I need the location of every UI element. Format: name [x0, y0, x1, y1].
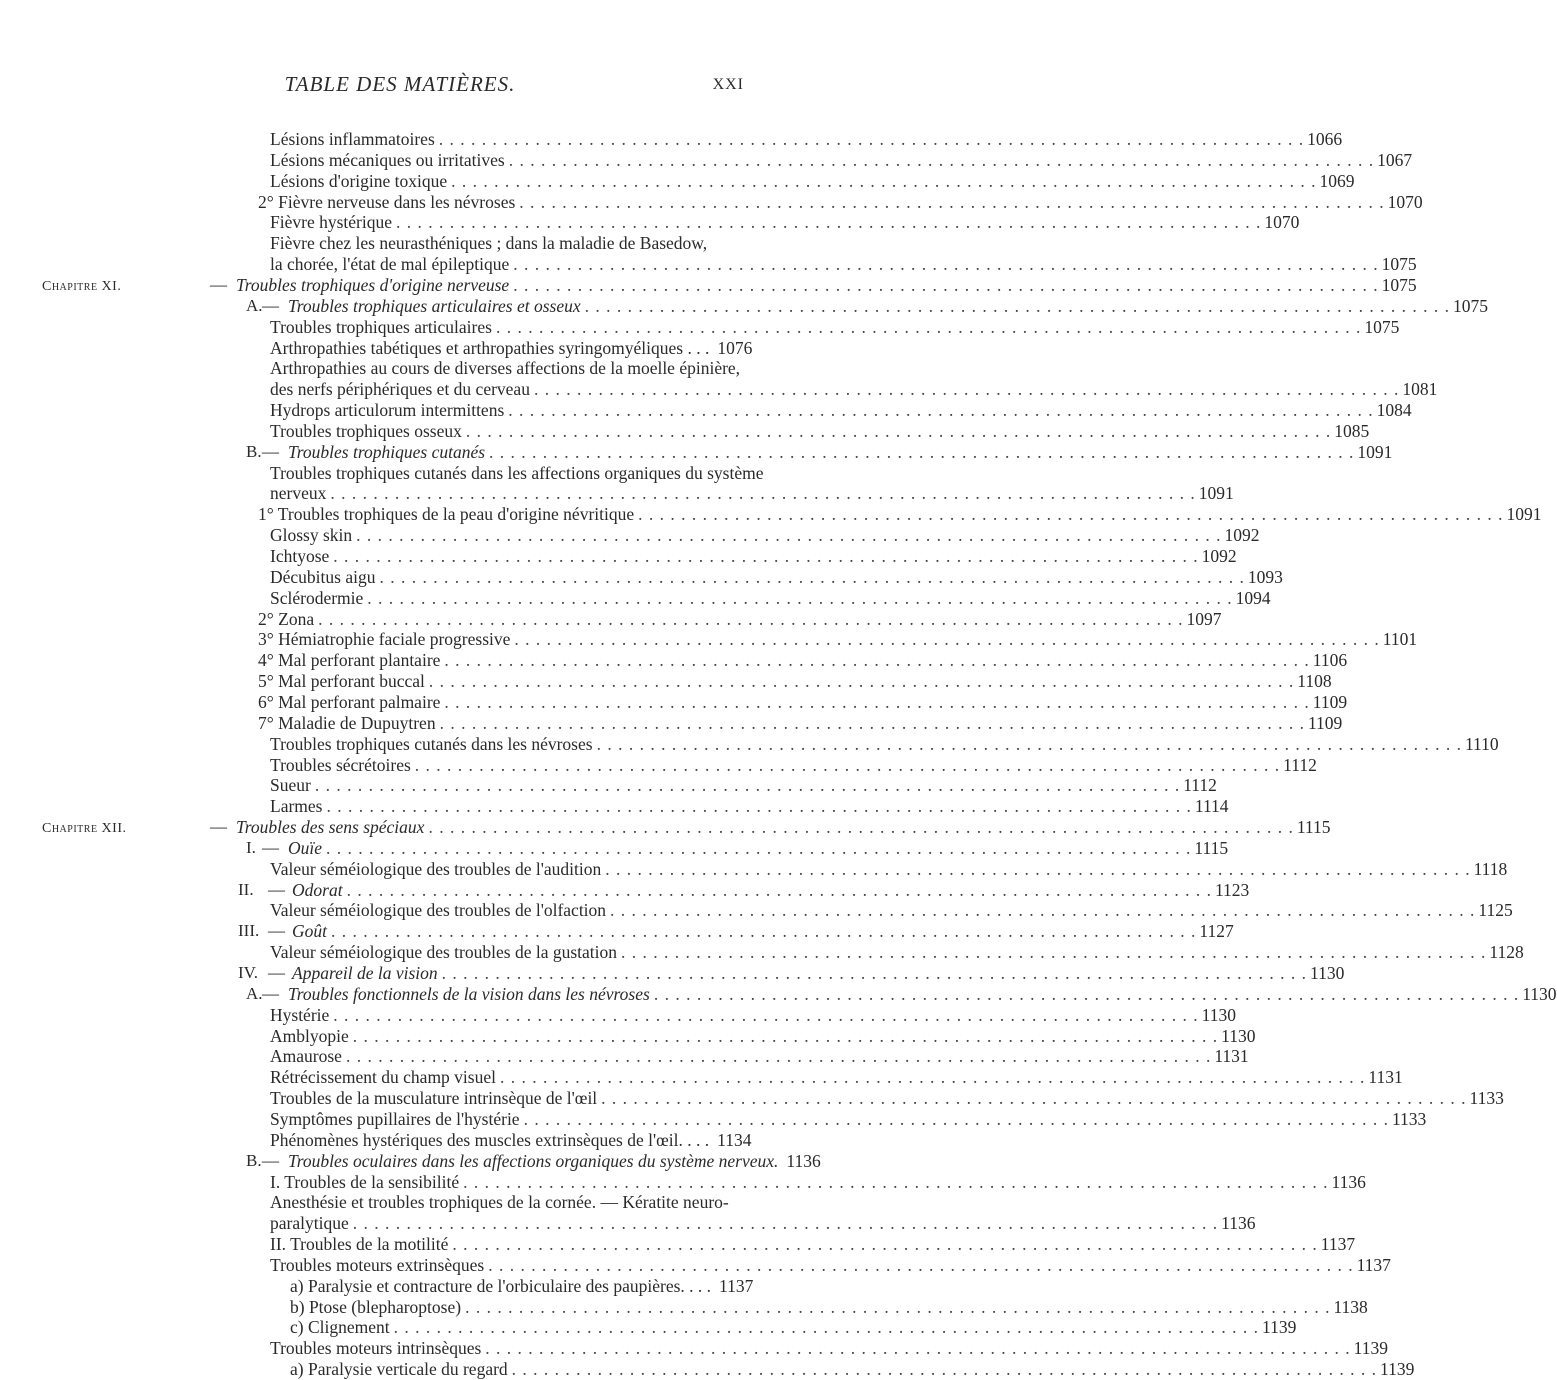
toc-entry: [0, 1025, 1256, 1047]
dot-leader: [326, 795, 1190, 817]
dot-leader: [524, 1108, 1388, 1130]
toc-entry-title: Décubitus aigu: [270, 566, 376, 587]
toc-entry-page: 1075: [1364, 316, 1400, 337]
dot-leader: [442, 962, 1306, 984]
toc-entry-label: A.: [246, 295, 263, 315]
toc-entry-page: 1092: [1201, 546, 1237, 566]
toc-entry: [0, 399, 1412, 421]
dot-leader: [485, 1337, 1349, 1359]
toc-entry-page: 1091: [1198, 483, 1234, 504]
label-dash: —: [210, 274, 227, 294]
toc-entry-title: Hystérie: [270, 1004, 330, 1025]
toc-entry-page: 1091: [1357, 441, 1393, 462]
toc-entry-title: Larmes: [270, 796, 323, 817]
toc-entry: [0, 712, 1343, 734]
toc-entry-title: c) Clignement: [290, 1317, 390, 1338]
toc-entry: [0, 524, 1260, 546]
toc-entry-title: paralytique: [270, 1213, 349, 1234]
toc-entry-page: 1131: [1214, 1046, 1249, 1067]
dot-leader: [439, 128, 1303, 150]
toc-entry-title: Lésions inflammatoires: [270, 129, 435, 149]
toc-entry: [0, 649, 1348, 671]
toc-entry: [0, 1296, 1368, 1318]
dot-leader: [463, 1171, 1327, 1193]
toc-entry-page: 1075: [1453, 295, 1489, 316]
toc-entry-page: 1136: [1221, 1213, 1256, 1234]
toc-entry-page: 1130: [1310, 963, 1345, 983]
toc-entry-title: Arthropathies tabétiques et arthropathies syringomyéliques . . .: [270, 337, 710, 358]
toc-entry: [0, 191, 1423, 213]
toc-entry: [0, 545, 1237, 567]
toc-entry-page: 1091: [1506, 504, 1542, 525]
label-dash: —: [262, 837, 279, 857]
toc-entry: [0, 503, 1542, 525]
dot-leader: [513, 274, 1377, 296]
toc-entry-label: III.: [238, 921, 260, 941]
toc-entry: [0, 962, 1345, 984]
toc-entry: [0, 566, 1283, 588]
toc-entry: [0, 858, 1508, 880]
toc-entry: [0, 1129, 800, 1151]
toc-entry-page: 1133: [1469, 1088, 1504, 1109]
toc-entry-page: 1066: [1307, 129, 1343, 149]
dot-leader: [326, 837, 1190, 859]
toc-entry: [0, 670, 1332, 692]
toc-entry-page: 1131: [1368, 1067, 1403, 1088]
toc-entry-title: a) Paralysie verticale du regard: [290, 1359, 508, 1380]
toc-entry: [0, 1212, 1256, 1234]
dot-leader: [605, 858, 1469, 880]
dot-leader: [488, 1254, 1352, 1276]
dot-leader: [331, 920, 1195, 942]
toc-entry-page: 1112: [1283, 754, 1317, 775]
dot-leader: [415, 754, 1279, 776]
dot-leader: [356, 524, 1220, 546]
dot-leader: [496, 316, 1360, 338]
toc-entry-page: 1110: [1464, 733, 1499, 754]
toc-entry-page: 1097: [1186, 608, 1222, 629]
toc-entry-title: Valeur séméiologique des troubles de la gustation: [270, 942, 618, 963]
toc-entry-title: 2° Zona: [258, 608, 315, 629]
dot-leader: [367, 587, 1231, 609]
dot-leader: [610, 899, 1474, 921]
toc-entry: [0, 274, 1417, 296]
toc-entry-label: II.: [238, 879, 254, 899]
dot-leader: [601, 1087, 1465, 1109]
toc-entry-page: 1108: [1297, 671, 1332, 692]
label-dash: —: [262, 1150, 279, 1170]
toc-entry-title: II. Troubles de la motilité: [270, 1234, 449, 1255]
toc-entry-title: Ichtyose: [270, 546, 330, 566]
toc-entry-page: 1112: [1183, 775, 1217, 796]
dot-leader: [330, 482, 1194, 504]
toc-entry-title: 6° Mal perforant palmaire: [258, 691, 441, 712]
toc-entry-page: 1138: [1333, 1296, 1368, 1317]
toc-entry-page: 1114: [1194, 796, 1229, 817]
toc-entry-page: 1093: [1247, 566, 1283, 587]
toc-entry: [0, 941, 1524, 963]
dot-leader: [654, 983, 1518, 1005]
toc-entry-page: 1127: [1199, 921, 1234, 942]
toc-entry-label: B.: [246, 441, 262, 461]
toc-entry-title: Odorat: [292, 879, 343, 900]
toc-entry-title: Troubles trophiques cutanés dans les affections organiques du système: [270, 462, 764, 483]
toc-entry-page: 1109: [1312, 691, 1348, 712]
toc-entry: [0, 816, 1331, 838]
toc-entry: [0, 295, 1489, 317]
toc-entry-title: 4° Mal perforant plantaire: [258, 650, 441, 671]
toc-entry: [0, 170, 1355, 192]
toc-entry-page: 1109: [1307, 712, 1343, 733]
dot-leader: [489, 441, 1353, 463]
toc-entry-label: A.: [246, 983, 263, 1003]
toc-entry-page: 1115: [1194, 837, 1229, 858]
dot-leader: [396, 211, 1260, 233]
toc-entry: [0, 1004, 1237, 1026]
dot-leader: [513, 253, 1377, 275]
toc-entry-title: Ouïe: [288, 837, 323, 858]
toc-entry-page: 1070: [1264, 212, 1300, 233]
toc-entry: [0, 983, 1557, 1005]
dot-leader: [429, 670, 1293, 692]
toc-entry: [0, 608, 1222, 630]
toc-entry-page: 1076: [717, 337, 753, 358]
toc-entry: [0, 149, 1413, 171]
toc-entry-page: 1130: [1522, 983, 1557, 1004]
toc-entry-page: 1130: [1201, 1004, 1237, 1025]
label-dash: —: [262, 295, 279, 315]
toc-entry-label: IV.: [238, 963, 258, 982]
toc-entry: [0, 920, 1234, 942]
toc-entry: [0, 691, 1348, 713]
dot-leader: [444, 649, 1308, 671]
dot-leader: [512, 1358, 1376, 1380]
toc-entry-title: Appareil de la vision: [292, 963, 438, 983]
toc-entry: [0, 482, 1234, 504]
toc-entry-page: 1123: [1214, 879, 1250, 900]
label-dash: —: [262, 983, 279, 1003]
toc-entry-title: Valeur séméiologique des troubles de l'olfaction: [270, 900, 607, 921]
toc-entry-title: Troubles de la musculature intrinsèque de l'œil: [270, 1088, 598, 1109]
label-dash: —: [210, 817, 227, 837]
dot-leader: [519, 191, 1383, 213]
toc-entry-title: Troubles trophiques articulaires et osseux: [288, 295, 581, 316]
toc-entry: [0, 462, 800, 484]
toc-entry-title: Troubles trophiques d'origine nerveuse: [236, 274, 510, 295]
toc-entry-title: Troubles moteurs extrinsèques: [270, 1254, 485, 1275]
toc-entry-title: Troubles trophiques osseux: [270, 420, 462, 441]
toc-entry-title: a) Paralysie et contracture de l'orbiculaire des paupières. . . .: [290, 1275, 712, 1296]
toc-entry-title: Troubles trophiques cutanés: [288, 441, 486, 462]
dot-leader: [466, 420, 1330, 442]
dot-leader: [444, 691, 1308, 713]
toc-entry: [0, 441, 1393, 463]
toc-entry-title: Amaurose: [270, 1046, 342, 1067]
toc-entry-page: 1128: [1489, 942, 1524, 963]
label-dash: —: [268, 879, 285, 899]
toc-entry: [0, 1171, 1366, 1193]
toc-entry: [0, 128, 1343, 150]
toc-entry: [0, 733, 1499, 755]
toc-entry: [0, 837, 1229, 859]
toc-entry: [0, 1045, 1249, 1067]
toc-entry-title: Troubles sécrétoires: [270, 754, 411, 775]
toc-entry-title: nerveux: [270, 483, 327, 504]
toc-entry: [0, 1254, 1391, 1276]
toc-entry-page: 1075: [1381, 254, 1417, 275]
toc-entry-title: Rétrécissement du champ visuel: [270, 1067, 496, 1088]
dot-leader: [315, 774, 1179, 796]
toc-entry-page: 1139: [1353, 1338, 1389, 1359]
toc-entry-page: 1136: [786, 1150, 821, 1171]
toc-entry-title: 1° Troubles trophiques de la peau d'origine névritique: [258, 504, 635, 525]
dot-leader: [333, 545, 1197, 567]
toc-entry-page: 1137: [1356, 1254, 1391, 1275]
toc-entry-page: 1137: [719, 1275, 754, 1296]
toc-entry: [0, 587, 1271, 609]
toc-entry: [0, 879, 1250, 901]
dot-leader: [621, 941, 1485, 963]
toc-entry-title: Lésions d'origine toxique: [270, 170, 448, 191]
toc-entry-page: 1133: [1391, 1108, 1427, 1129]
dot-leader: [318, 608, 1182, 630]
dot-leader: [440, 712, 1304, 734]
label-dash: —: [262, 441, 279, 461]
toc-entry-title: Symptômes pupillaires de l'hystérie: [270, 1108, 520, 1129]
dot-leader: [500, 1066, 1364, 1088]
toc-entry: [0, 232, 800, 254]
toc-entry-page: 1130: [1221, 1025, 1256, 1046]
toc-entry-page: 1118: [1473, 858, 1508, 879]
label-dash: —: [268, 921, 285, 941]
page-number: XXI: [712, 76, 744, 93]
toc-entry-title: Fièvre hystérique: [270, 212, 392, 233]
toc-entry-title: Amblyopie: [270, 1025, 349, 1046]
toc-entry-title: Arthropathies au cours de diverses affections de la moelle épinière,: [270, 358, 741, 379]
toc-entry-label: B.: [246, 1150, 262, 1170]
toc-entry-title: Troubles des sens spéciaux: [236, 817, 425, 838]
toc-entry: [0, 420, 1370, 442]
toc-entry-title: Troubles trophiques articulaires: [270, 316, 492, 337]
toc-entry: [0, 1191, 800, 1213]
toc-entry-page: 1075: [1381, 274, 1417, 295]
toc-entry: [0, 1066, 1403, 1088]
toc-entry-title: Sueur: [270, 775, 311, 796]
toc-entry-title: Valeur séméiologique des troubles de l'audition: [270, 858, 602, 879]
toc-entry: [0, 1150, 821, 1172]
dot-leader: [452, 1233, 1316, 1255]
dot-leader: [428, 816, 1292, 838]
dot-leader: [353, 1025, 1217, 1047]
toc-entry-title: Glossy skin: [270, 525, 353, 546]
toc-entry: [0, 1358, 1415, 1380]
toc-entry-page: 1067: [1377, 149, 1413, 170]
toc-entry-title: Troubles fonctionnels de la vision dans les névroses: [288, 983, 650, 1004]
dot-leader: [346, 1045, 1210, 1067]
toc-entry-title: Troubles moteurs intrinsèques: [270, 1338, 482, 1359]
dot-leader: [638, 503, 1502, 525]
toc-entry-title: Anesthésie et troubles trophiques de la cornée. — Kératite neuro-: [270, 1192, 729, 1213]
dot-leader: [509, 149, 1373, 171]
toc-entry-page: 1070: [1387, 191, 1423, 212]
toc-entry-title: Phénomènes hystériques des muscles extrinsèques de l'œil. . . .: [270, 1129, 710, 1150]
dot-leader: [379, 566, 1243, 588]
dot-leader: [585, 295, 1449, 317]
toc-entry-page: 1084: [1376, 400, 1412, 421]
dot-leader: [353, 1212, 1217, 1234]
toc-entry-title: Sclérodermie: [270, 587, 364, 608]
toc-entry: [0, 754, 1317, 776]
toc-entry-page: 1134: [717, 1129, 752, 1150]
dot-leader: [394, 1316, 1258, 1338]
dot-leader: [465, 1296, 1329, 1318]
toc-entry-title: 3° Hémiatrophie faciale progressive: [258, 629, 511, 650]
toc-entry-label: Chapitre XI.: [42, 278, 122, 294]
toc-entry-page: 1101: [1382, 629, 1418, 650]
toc-entry: [0, 1275, 800, 1297]
toc-entry: [0, 774, 1217, 796]
toc-entry: [0, 357, 800, 379]
toc-entry-title: 7° Maladie de Dupuytren: [258, 712, 436, 733]
toc-entry-page: 1136: [1331, 1171, 1366, 1192]
toc-entry-title: Hydrops articulorum intermittens: [270, 400, 505, 421]
toc-entry-title: 2° Fièvre nerveuse dans les névroses: [258, 191, 516, 212]
dot-leader: [534, 378, 1398, 400]
toc-entry-title: I. Troubles de la sensibilité: [270, 1171, 460, 1192]
dot-leader: [597, 733, 1461, 755]
toc-entry: [0, 253, 1417, 275]
toc-entry: [0, 337, 800, 359]
toc-entry-page: 1094: [1235, 587, 1271, 608]
toc-entry-page: 1137: [1320, 1234, 1356, 1255]
toc-entry-title: Troubles oculaires dans les affections organiques du système nerveux.: [288, 1150, 779, 1171]
toc-entry: [0, 211, 1300, 233]
toc-entry-title: b) Ptose (blepharoptose): [290, 1296, 462, 1317]
toc-entry: [0, 1233, 1356, 1255]
toc-entry-page: 1081: [1402, 379, 1438, 400]
toc-entry: [0, 899, 1513, 921]
toc-entry-title: des nerfs périphériques et du cerveau: [270, 379, 530, 400]
toc-entry-title: la chorée, l'état de mal épileptique: [270, 254, 510, 275]
toc-entry-page: 1092: [1224, 525, 1260, 546]
toc-entry-page: 1085: [1334, 420, 1370, 441]
dot-leader: [514, 628, 1378, 650]
page-header: [0, 72, 800, 102]
dot-leader: [451, 170, 1315, 192]
toc-entry-page: 1069: [1319, 170, 1355, 191]
toc-entry: [0, 1316, 1297, 1338]
toc-entry-page: 1115: [1296, 817, 1331, 838]
toc-entry: [0, 795, 1229, 817]
toc-entry-page: 1139: [1262, 1317, 1297, 1338]
toc-entry-title: Lésions mécaniques ou irritatives: [270, 149, 505, 170]
dot-leader: [347, 879, 1211, 901]
toc-entry: [0, 1087, 1504, 1109]
toc-entry-title: Troubles trophiques cutanés dans les névroses: [270, 733, 593, 754]
toc-entry-title: Fièvre chez les neurasthéniques ; dans la maladie de Basedow,: [270, 233, 708, 254]
toc-entry: [0, 316, 1400, 338]
toc-entry-page: 1125: [1478, 900, 1513, 921]
toc-entry-title: 5° Mal perforant buccal: [258, 671, 425, 692]
dot-leader: [508, 399, 1372, 421]
toc-entry-page: 1106: [1312, 650, 1348, 671]
toc-entry: [0, 1108, 1427, 1130]
dot-leader: [333, 1004, 1197, 1026]
toc-entry-page: 1139: [1380, 1359, 1415, 1380]
toc-entry: [0, 1337, 1389, 1359]
toc-entry: [0, 628, 1418, 650]
running-title: TABLE DES MATIÈRES.: [284, 72, 516, 96]
toc-entry-title: Goût: [292, 921, 327, 942]
toc-entry-label: I.: [246, 837, 256, 857]
label-dash: —: [268, 963, 285, 982]
toc-entry: [0, 378, 1438, 400]
toc-entry-label: Chapitre XII.: [42, 821, 127, 837]
